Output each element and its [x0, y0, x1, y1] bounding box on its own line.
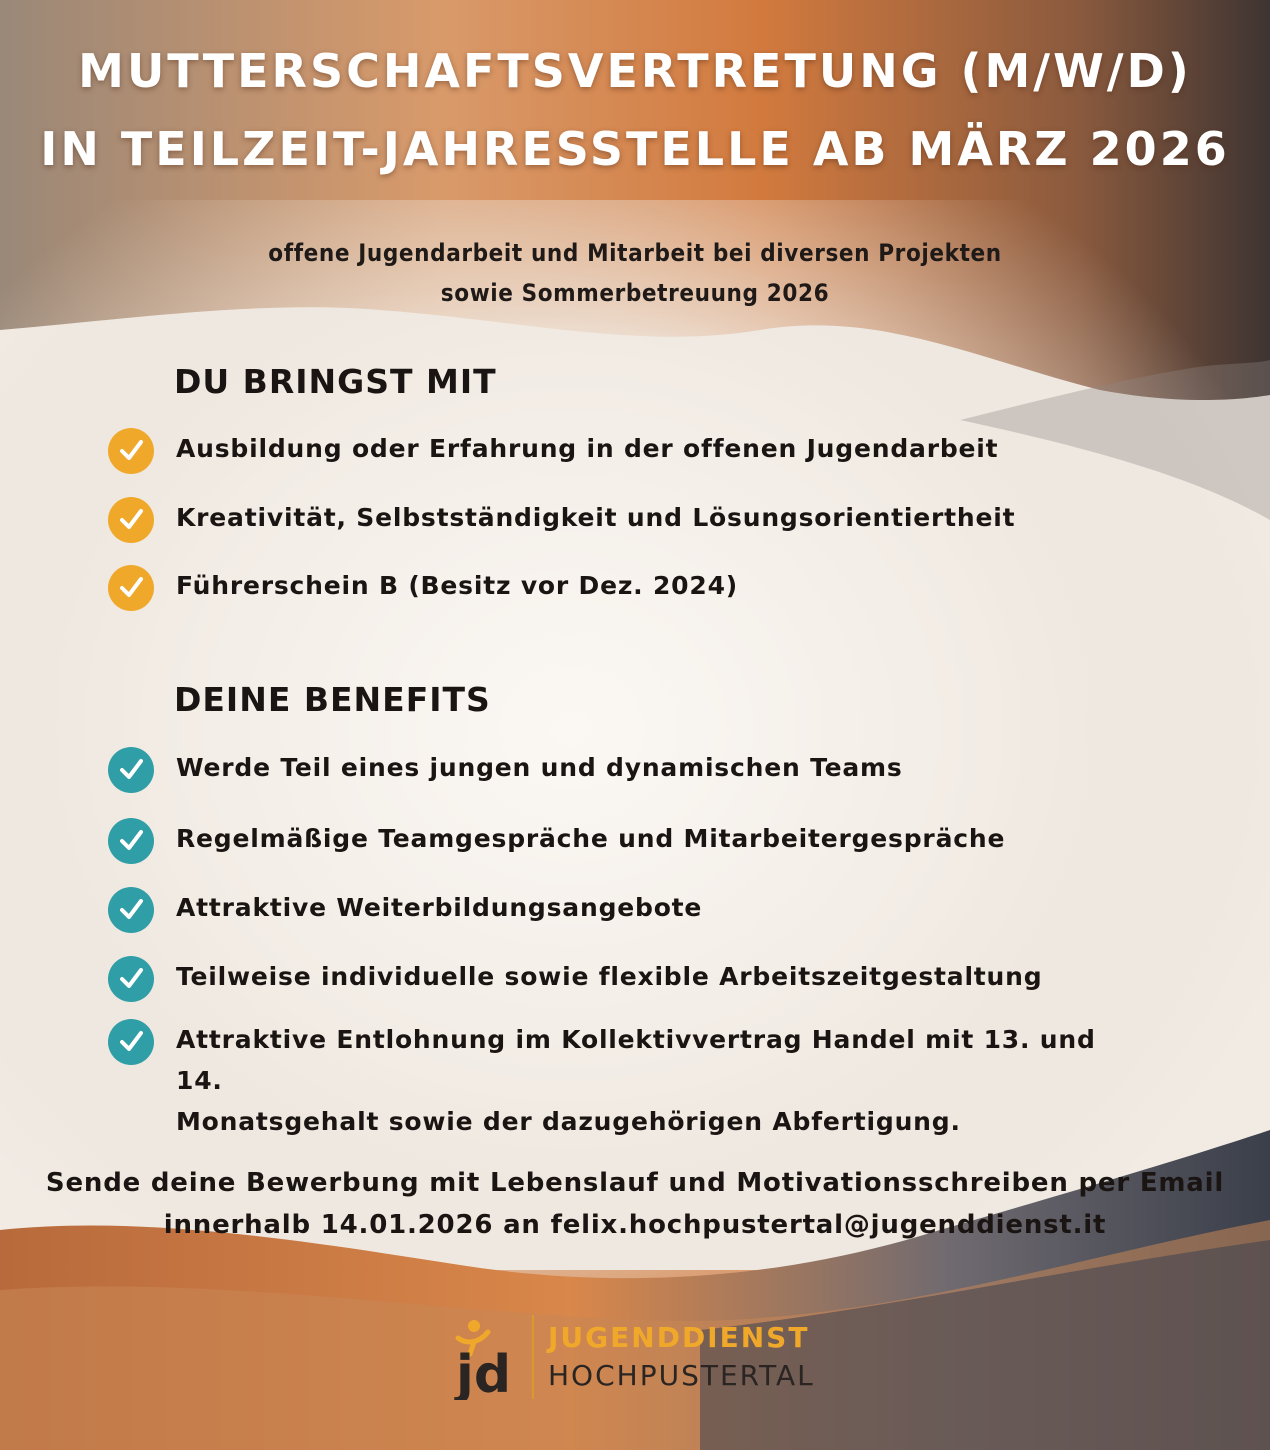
jd-logo-mark	[448, 1314, 526, 1400]
logo-bottom-text: HOCHPUSTERTAL	[548, 1359, 815, 1392]
benefit-text: Regelmäßige Teamgespräche und Mitarbeitergespräche	[176, 824, 1006, 853]
benefit-item	[108, 964, 1108, 1002]
benefits-title: DEINE BENEFITS	[174, 680, 491, 719]
benefit-text	[176, 1019, 1108, 1142]
headline-line-1: MUTTERSCHAFTSVERTRETUNG (M/W/D)	[78, 44, 1192, 98]
cta-line-2: innerhalb 14.01.2026 an felix.hochpustertal@jugenddienst.it	[163, 1210, 1107, 1240]
check-icon	[108, 818, 154, 864]
headline-line-2: IN TEILZEIT-JAHRESSTELLE AB MÄRZ 2026	[40, 122, 1230, 176]
requirement-text: Ausbildung oder Erfahrung in der offenen Jugendarbeit	[176, 434, 999, 463]
benefit-item	[108, 1027, 1108, 1142]
benefit-text: Attraktive Weiterbildungsangebote	[176, 893, 703, 922]
subtitle-line-1: offene Jugendarbeit und Mitarbeit bei diversen Projekten	[268, 239, 1002, 267]
check-icon	[108, 497, 154, 543]
subtitle-line-2: sowie Sommerbetreuung 2026	[440, 279, 830, 307]
logo-separator	[532, 1315, 534, 1399]
benefit-text: Werde Teil eines jungen und dynamischen Teams	[176, 753, 903, 782]
benefit-text-line-1: Attraktive Entlohnung im Kollektivvertrag Handel mit 13. und 14.	[176, 1025, 1096, 1095]
check-icon	[108, 565, 154, 611]
requirement-text: Führerschein B (Besitz vor Dez. 2024)	[176, 571, 738, 600]
jugenddienst-logo	[448, 1312, 815, 1402]
check-icon	[108, 956, 154, 1002]
check-icon	[108, 887, 154, 933]
cta-line-1: Sende deine Bewerbung mit Lebenslauf und Motivationsschreiben per Email	[45, 1168, 1225, 1198]
requirements-title: DU BRINGST MIT	[174, 362, 497, 401]
requirement-item	[108, 505, 1108, 543]
check-icon	[108, 747, 154, 793]
benefit-item	[108, 895, 1108, 933]
check-icon	[108, 1019, 154, 1065]
requirement-item	[108, 573, 1108, 611]
benefit-text: Teilweise individuelle sowie flexible Arbeitszeitgestaltung	[176, 962, 1043, 991]
benefit-text-line-2: Monatsgehalt sowie der dazugehörigen Abfertigung.	[176, 1107, 961, 1136]
requirement-item	[108, 436, 1108, 474]
logo-top-text: JUGENDDIENST	[548, 1321, 810, 1354]
benefit-item	[108, 826, 1108, 864]
logo-wordmark	[548, 1319, 815, 1395]
requirement-text: Kreativität, Selbstständigkeit und Lösungsorientiertheit	[176, 503, 1016, 532]
logo-mark-text: jd	[456, 1345, 512, 1400]
check-icon	[108, 428, 154, 474]
benefit-item	[108, 755, 1108, 793]
